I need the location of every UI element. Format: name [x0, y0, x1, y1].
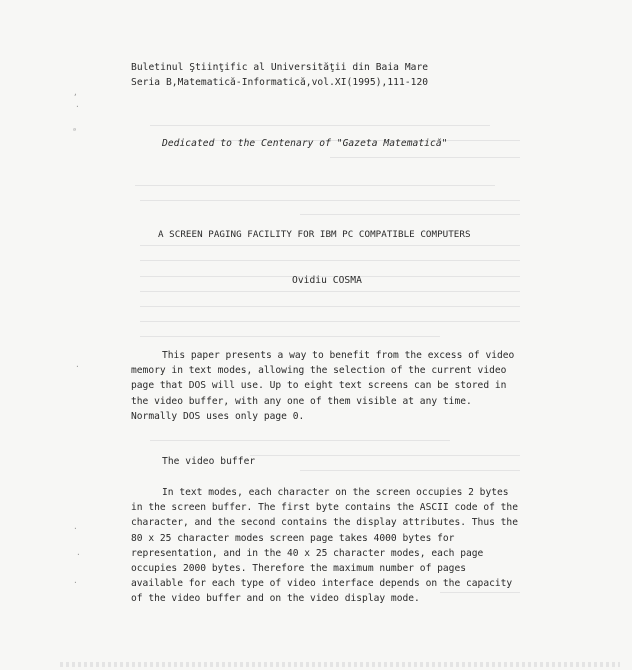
- bleed-through-mark: [330, 157, 520, 158]
- bleed-through-mark: [250, 455, 520, 456]
- body-line: character, and the second contains the display attributes. Thus the: [131, 517, 518, 529]
- abstract-line: page that DOS will use. Up to eight text screens can be stored in: [131, 380, 507, 392]
- journal-name: Buletinul Ştiinţific al Universităţii din Baia Mare: [131, 62, 429, 73]
- abstract-line: Normally DOS uses only page 0.: [131, 410, 305, 422]
- bleed-through-mark: [140, 245, 520, 246]
- margin-speck: ·: [73, 578, 78, 587]
- author-name: Ovidiu COSMA: [292, 275, 362, 286]
- margin-speck: ·: [76, 550, 81, 559]
- body-line: in the screen buffer. The first byte contains the ASCII code of the: [131, 502, 518, 514]
- margin-speck: ·: [75, 102, 80, 111]
- body-line: In text modes, each character on the screen occupies 2 bytes: [162, 487, 509, 498]
- body-line: representation, and in the 40 x 25 character modes, each page: [131, 547, 484, 559]
- bleed-through-mark: [150, 125, 490, 126]
- margin-speck: ,: [73, 88, 78, 97]
- margin-speck: ·: [75, 362, 80, 371]
- bleed-through-mark: [140, 306, 520, 307]
- abstract: [131, 348, 524, 424]
- abstract-line: memory in text modes, allowing the selection of the current video: [131, 365, 507, 377]
- bleed-through-mark: [140, 336, 440, 337]
- section-heading: The video buffer: [162, 456, 256, 467]
- bleed-through-mark: [140, 200, 520, 201]
- abstract-line: the video buffer, with any one of them visible at any time.: [131, 395, 472, 407]
- bleed-through-mark: [140, 321, 520, 322]
- bleed-through-mark: [150, 440, 450, 441]
- bleed-through-mark: [140, 260, 520, 261]
- bleed-through-mark: [140, 291, 520, 292]
- bleed-through-mark: [135, 185, 495, 186]
- scan-edge: [60, 662, 620, 667]
- dedication: Dedicated to the Centenary of "Gazeta Matematică": [162, 138, 448, 149]
- margin-speck: ᵃ: [72, 126, 77, 135]
- paper-title: A SCREEN PAGING FACILITY FOR IBM PC COMPATIBLE COMPUTERS: [158, 229, 471, 240]
- margin-speck: ·: [73, 524, 78, 533]
- body-line: 80 x 25 character modes screen page takes 4000 bytes for: [131, 532, 455, 544]
- section-body: [131, 485, 524, 607]
- body-line: occupies 2000 bytes. Therefore the maximum number of pages: [131, 563, 467, 575]
- body-line: of the video buffer and on the video display mode.: [131, 593, 420, 605]
- journal-series: Seria B,Matematică-Informatică,vol.XI(1995),111-120: [131, 77, 429, 88]
- bleed-through-mark: [300, 470, 520, 471]
- abstract-line: This paper presents a way to benefit from the excess of video: [162, 350, 515, 361]
- bleed-through-mark: [300, 214, 520, 215]
- body-line: available for each type of video interface depends on the capacity: [131, 578, 513, 590]
